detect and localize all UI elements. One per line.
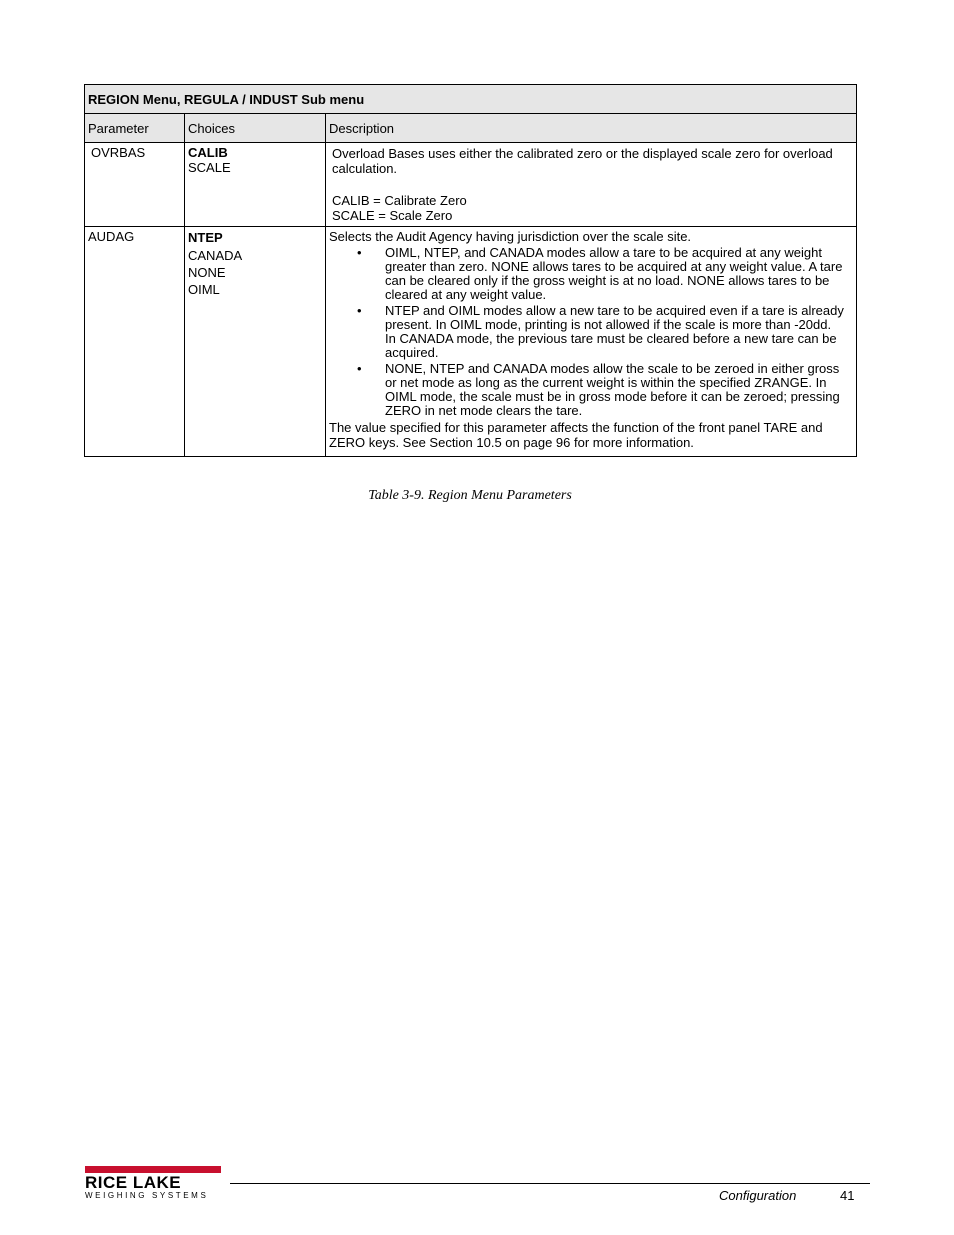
table-caption: Table 3-9. Region Menu Parameters [368,488,572,503]
footer-section: Configuration [719,1188,797,1203]
parameter-name: OVRBAS [91,145,146,160]
list-item: • OIML, NTEP, and CANADA modes allow a tare to be acquired at any weight greater than zero. NONE allows tares to be acquired at any weight value. A tare can be cleared only if the gross weight is at no load. NONE allows tares to be cleared at any weight value. [385,246,853,302]
choice-default: CALIB [188,145,228,160]
description-cell [326,143,857,227]
page-number: 41 [840,1188,855,1203]
parameter-cell [85,227,185,457]
logo-subtitle: WEIGHING SYSTEMS [85,1191,209,1200]
description-bullet-list [329,246,853,418]
description-cell [326,227,857,457]
description-intro: Selects the Audit Agency having jurisdiction over the scale site. [329,229,692,244]
table-title: REGION Menu, REGULA / INDUST Sub menu [85,85,857,114]
logo-red-bar [85,1166,221,1173]
parameter-cell [85,143,185,227]
table-row [85,227,857,457]
description-line: SCALE = Scale Zero [332,208,453,223]
description-intro: Overload Bases uses either the calibrated zero or the displayed scale zero for overload calculation. [332,146,833,176]
table-header-row [85,114,857,143]
header-choices: Choices [185,114,326,143]
choice-default: NTEP [188,230,223,245]
choices-cell [185,143,326,227]
header-description: Description [326,114,857,143]
description-line: CALIB = Calibrate Zero [332,193,467,208]
logo-brand: RICE LAKE [85,1173,182,1192]
table-row [85,143,857,227]
choice: OIML [188,282,220,297]
table-title-row [85,85,857,114]
choice: CANADA [188,248,243,263]
header-parameter: Parameter [85,114,185,143]
choices-cell [185,227,326,457]
list-item: • NTEP and OIML modes allow a new tare to be acquired even if a tare is already present. In OIML mode, printing is not allowed if the scale is more than -20dd. In CANADA mode, the previous tare must be cleared before a new tare can be acquired. [385,304,853,360]
description-outro: The value specified for this parameter affects the function of the front panel TARE and ZERO keys. See Section 10.5 on page 96 for more information. [329,420,823,450]
list-item: • NONE, NTEP and CANADA modes allow the scale to be zeroed in either gross or net mode as long as the current weight is within the specified ZRANGE. In OIML mode, the scale must be in gross mode before it can be zeroed; pressing ZERO in net mode clears the tare. [385,362,853,418]
region-menu-table [84,84,857,457]
choice: SCALE [188,160,231,175]
rice-lake-logo [85,1166,225,1202]
footer-rule [230,1183,870,1184]
bullet-extra: In CANADA mode, the previous tare must be cleared before a new tare can be acquired. [385,331,837,360]
choice: NONE [188,265,226,280]
parameter-name: AUDAG [88,229,135,244]
